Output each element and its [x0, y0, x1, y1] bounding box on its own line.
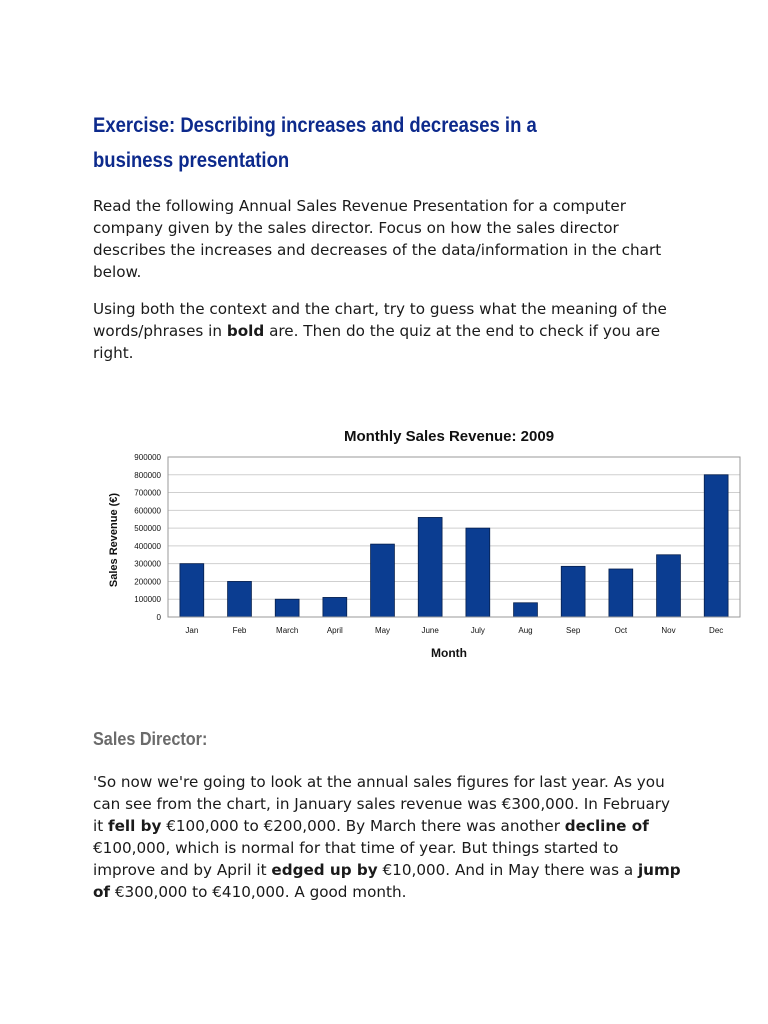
x-tick-label: Nov	[661, 626, 676, 635]
y-tick-label: 900000	[134, 453, 161, 462]
x-tick-label: Sep	[566, 626, 581, 635]
chart-y-label: Sales Revenue (€)	[108, 492, 120, 588]
bold-word: bold	[226, 322, 265, 340]
x-tick-label: Oct	[614, 626, 628, 635]
intro-paragraph-1: Read the following Annual Sales Revenue Presentation for a computer company given by the sales director. Focus on how the sales director describes the increases and decreases of the data/information in the chart below.	[93, 197, 662, 281]
y-tick-label: 200000	[134, 577, 161, 587]
speech-text-5: €300,000 to €410,000. A good month.	[110, 883, 407, 901]
x-tick-label: Aug	[518, 626, 533, 635]
chart-x-label: Month	[431, 646, 467, 660]
bar-july	[466, 528, 490, 617]
x-tick-label: April	[326, 626, 343, 635]
x-tick-label: March	[276, 626, 299, 635]
y-tick-label: 300000	[134, 559, 161, 569]
bar-june	[418, 517, 442, 617]
y-tick-label: 100000	[134, 595, 161, 605]
x-tick-label: June	[421, 626, 439, 635]
chart-title: Monthly Sales Revenue: 2009	[343, 428, 555, 445]
intro-text-a: Using both the context and the chart, try to guess what the meaning of the words/phrases in	[93, 300, 667, 340]
phrase-fell-by: fell by	[108, 817, 162, 835]
bar-feb	[228, 581, 252, 617]
director-speech	[93, 771, 683, 903]
intro-paragraph-2	[93, 298, 683, 364]
y-tick-label: 400000	[134, 541, 161, 551]
y-tick-label: 800000	[134, 470, 161, 480]
x-tick-label: July	[470, 626, 485, 635]
x-tick-label: Dec	[709, 626, 724, 635]
speech-text-1: 'So now we're going to look at the annual sales figures for last year. As you can see from the chart, in January sales revenue was €300,000. In February it	[93, 773, 671, 835]
intro-text-b: are. Then do the quiz at the end to check if you are right.	[93, 322, 661, 362]
bar-nov	[657, 555, 681, 617]
y-tick-label: 600000	[134, 506, 161, 516]
plot-frame	[168, 457, 740, 617]
y-tick-label: 500000	[134, 524, 161, 534]
chart-grid	[168, 457, 740, 617]
phrase-decline-of: decline of	[564, 817, 649, 835]
chart-y-ticks	[134, 453, 161, 622]
speech-text-4: €10,000. And in May there was a	[377, 861, 638, 879]
phrase-jump-of: jump of	[93, 861, 681, 901]
sales-chart	[100, 420, 750, 665]
x-tick-label: Jan	[185, 626, 199, 635]
bar-aug	[514, 603, 538, 617]
bar-may	[371, 544, 395, 617]
speech-text-2: €100,000 to €200,000. By March there was another	[161, 817, 565, 835]
speaker-heading: Sales Director:	[93, 729, 208, 749]
bar-jan	[180, 564, 204, 617]
bar-dec	[704, 475, 728, 617]
speech-text-3: €100,000, which is normal for that time of year. But things started to improve and by April it	[93, 839, 619, 879]
bar-sep	[561, 566, 585, 617]
x-tick-label: Feb	[232, 626, 247, 635]
exercise-title: Exercise: Describing increases and decreases in a business presentation	[93, 114, 537, 172]
x-tick-label: May	[374, 626, 391, 635]
bar-oct	[609, 569, 633, 617]
bar-april	[323, 597, 347, 617]
phrase-edged-up-by: edged up by	[271, 861, 378, 879]
bar-march	[275, 599, 299, 617]
chart-x-ticks	[185, 626, 723, 635]
y-tick-label: 700000	[134, 488, 161, 498]
y-tick-label: 0	[156, 613, 161, 622]
